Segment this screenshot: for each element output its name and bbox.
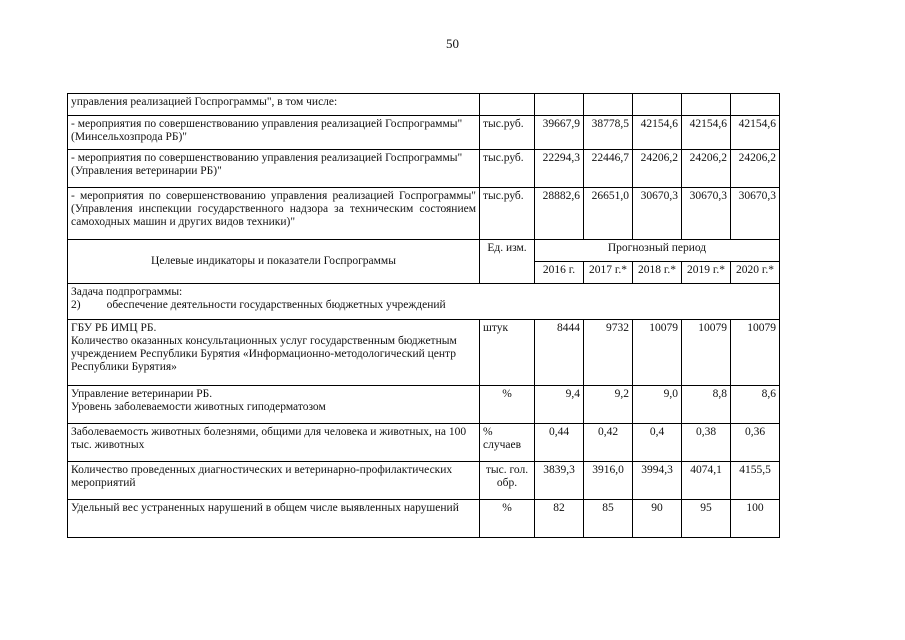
value-2018: 0,4 xyxy=(633,424,682,462)
value-2017: 9732 xyxy=(584,320,633,386)
value-2018: 42154,6 xyxy=(633,116,682,150)
row-description: управления реализацией Госпрограммы", в том числе: xyxy=(68,94,480,116)
forecast-period-header: Прогнозный период xyxy=(535,240,780,262)
row-unit: штук xyxy=(480,320,535,386)
value-2016 xyxy=(535,94,584,116)
table-row xyxy=(68,320,780,386)
table-row xyxy=(68,462,780,500)
row-description xyxy=(68,320,480,386)
value-2020: 100 xyxy=(731,500,780,538)
table-row xyxy=(68,94,780,116)
row-description xyxy=(68,386,480,424)
value-2020: 42154,6 xyxy=(731,116,780,150)
value-2020: 10079 xyxy=(731,320,780,386)
value-2019: 0,38 xyxy=(682,424,731,462)
value-2019: 4074,1 xyxy=(682,462,731,500)
value-2016: 0,44 xyxy=(535,424,584,462)
row-unit: тыс.руб. xyxy=(480,188,535,240)
value-2019: 24206,2 xyxy=(682,150,731,188)
value-2020: 24206,2 xyxy=(731,150,780,188)
page-number: 50 xyxy=(446,36,459,51)
table-row xyxy=(68,188,780,240)
value-2018: 30670,3 xyxy=(633,188,682,240)
row-description: - мероприятия по совершенствованию управления реализацией Госпрограммы" (Управления ветеринарии РБ)" xyxy=(68,150,480,188)
row-unit: тыс.руб. xyxy=(480,116,535,150)
year-header-2020: 2020 г.* xyxy=(731,262,780,284)
row-unit: тыс. гол. обр. xyxy=(480,462,535,500)
row-description: Количество проведенных диагностических и ветеринарно-профилактических мероприятий xyxy=(68,462,480,500)
row-unit: % xyxy=(480,386,535,424)
value-2017: 22446,7 xyxy=(584,150,633,188)
table-row xyxy=(68,424,780,462)
value-2017 xyxy=(584,94,633,116)
value-2019: 30670,3 xyxy=(682,188,731,240)
table-row xyxy=(68,386,780,424)
table-header-row xyxy=(68,240,780,262)
value-2016: 39667,9 xyxy=(535,116,584,150)
value-2018: 9,0 xyxy=(633,386,682,424)
year-header-2016: 2016 г. xyxy=(535,262,584,284)
task-number: 2) xyxy=(71,299,81,311)
row-description: - мероприятия по совершенствованию управления реализацией Госпрограммы" (Управления инспекции государственного надзора за техническим состоянием самоходных машин и других видов техники)" xyxy=(68,188,480,240)
value-2016: 9,4 xyxy=(535,386,584,424)
task-cell xyxy=(68,284,780,320)
indicators-header: Целевые индикаторы и показатели Госпрограммы xyxy=(68,240,480,284)
row-title: ГБУ РБ ИМЦ РБ. xyxy=(71,322,157,334)
table-row xyxy=(68,150,780,188)
row-text: Уровень заболеваемости животных гиподерматозом xyxy=(71,401,326,413)
value-2019: 10079 xyxy=(682,320,731,386)
value-2019 xyxy=(682,94,731,116)
unit-header: Ед. изм. xyxy=(480,240,535,284)
value-2019: 42154,6 xyxy=(682,116,731,150)
year-header-2019: 2019 г.* xyxy=(682,262,731,284)
row-unit: % xyxy=(480,500,535,538)
value-2016: 3839,3 xyxy=(535,462,584,500)
task-title: Задача подпрограммы: xyxy=(71,286,183,298)
value-2020: 0,36 xyxy=(731,424,780,462)
row-description: - мероприятия по совершенствованию управления реализацией Госпрограммы" (Минсельхозпрода РБ)" xyxy=(68,116,480,150)
value-2018: 90 xyxy=(633,500,682,538)
value-2018: 10079 xyxy=(633,320,682,386)
value-2020 xyxy=(731,94,780,116)
value-2017: 3916,0 xyxy=(584,462,633,500)
task-text: обеспечение деятельности государственных бюджетных учреждений xyxy=(106,299,446,311)
row-title: Управление ветеринарии РБ. xyxy=(71,388,213,400)
table-row xyxy=(68,500,780,538)
task-row xyxy=(68,284,780,320)
table-row xyxy=(68,116,780,150)
row-unit xyxy=(480,94,535,116)
row-description: Заболеваемость животных болезнями, общими для человека и животных, на 100 тыс. животных xyxy=(68,424,480,462)
value-2017: 38778,5 xyxy=(584,116,633,150)
value-2018: 3994,3 xyxy=(633,462,682,500)
year-header-2018: 2018 г.* xyxy=(633,262,682,284)
value-2017: 0,42 xyxy=(584,424,633,462)
value-2020: 8,6 xyxy=(731,386,780,424)
value-2018 xyxy=(633,94,682,116)
year-header-2017: 2017 г.* xyxy=(584,262,633,284)
value-2016: 28882,6 xyxy=(535,188,584,240)
row-unit: % случаев xyxy=(480,424,535,462)
budget-indicators-table xyxy=(67,93,780,538)
value-2020: 30670,3 xyxy=(731,188,780,240)
value-2017: 85 xyxy=(584,500,633,538)
value-2020: 4155,5 xyxy=(731,462,780,500)
value-2017: 26651,0 xyxy=(584,188,633,240)
value-2016: 22294,3 xyxy=(535,150,584,188)
row-description: Удельный вес устраненных нарушений в общем числе выявленных нарушений xyxy=(68,500,480,538)
value-2017: 9,2 xyxy=(584,386,633,424)
value-2019: 95 xyxy=(682,500,731,538)
value-2016: 8444 xyxy=(535,320,584,386)
row-unit: тыс.руб. xyxy=(480,150,535,188)
value-2019: 8,8 xyxy=(682,386,731,424)
value-2018: 24206,2 xyxy=(633,150,682,188)
value-2016: 82 xyxy=(535,500,584,538)
row-text: Количество оказанных консультационных услуг государственным бюджетным учреждением Республики Бурятия «Информационно-методологический центр Республики Бурятия» xyxy=(71,335,457,373)
